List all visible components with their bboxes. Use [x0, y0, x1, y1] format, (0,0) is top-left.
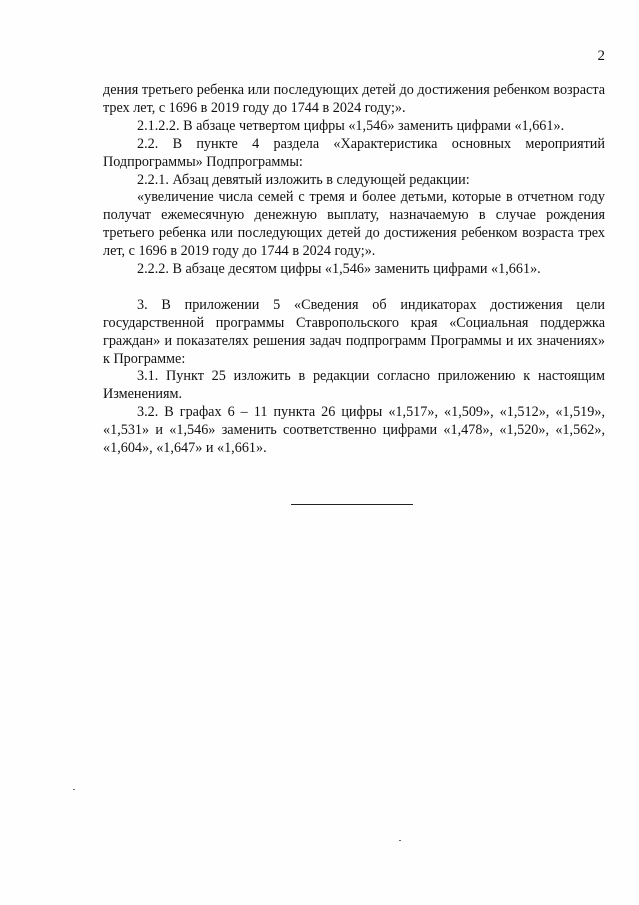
- paragraph-continuation: дения третьего ребенка или последующих детей до достижения ребенком возраста трех лет, с 1696 в 2019 году до 1744 в 2024 году;».: [103, 82, 605, 116]
- paragraph-2-2-1: 2.2.1. Абзац девятый изложить в следующей редакции:: [137, 171, 470, 188]
- paragraph-3: 3. В приложении 5 «Сведения об индикаторах достижения цели государственной программы Ставропольского края «Социальная поддержка граждан» и показателях решения задач подпрограмм Программы и их значениях» к Программе:: [103, 296, 605, 367]
- paragraph-quoted-text: «увеличение числа семей с тремя и более детьми, которые в отчетном году получат ежемесячную денежную выплату, назначаемую в случае рождения третьего ребенка или последующих детей до достижения ребенком возраста трех лет, с 1696 в 2019 году до 1744 в 2024 году;».: [103, 189, 605, 260]
- paragraph-3-2: 3.2. В графах 6 – 11 пункта 26 цифры «1,517», «1,509», «1,512», «1,519», «1,531» и «1,546» заменить соответственно цифрами «1,478», «1,520», «1,562», «1,604», «1,647» и «1,661».: [103, 404, 605, 457]
- paragraph-2-2-2: 2.2.2. В абзаце десятом цифры «1,546» заменить цифрами «1,661».: [137, 261, 541, 278]
- paragraph-2-1-2-2: 2.1.2.2. В абзаце четвертом цифры «1,546» заменить цифрами «1,661».: [137, 117, 565, 134]
- paragraph-3-1: 3.1. Пункт 25 изложить в редакции согласно приложению к настоящим Изменениям.: [103, 368, 605, 403]
- scan-speck: [399, 840, 401, 841]
- page-number: 2: [597, 48, 605, 64]
- closing-rule: [291, 504, 413, 505]
- paragraph-2-2: 2.2. В пункте 4 раздела «Характеристика основных мероприятий Подпрограммы» Подпрограммы:: [103, 135, 605, 170]
- scan-speck: [73, 789, 75, 790]
- document-body: [103, 82, 605, 458]
